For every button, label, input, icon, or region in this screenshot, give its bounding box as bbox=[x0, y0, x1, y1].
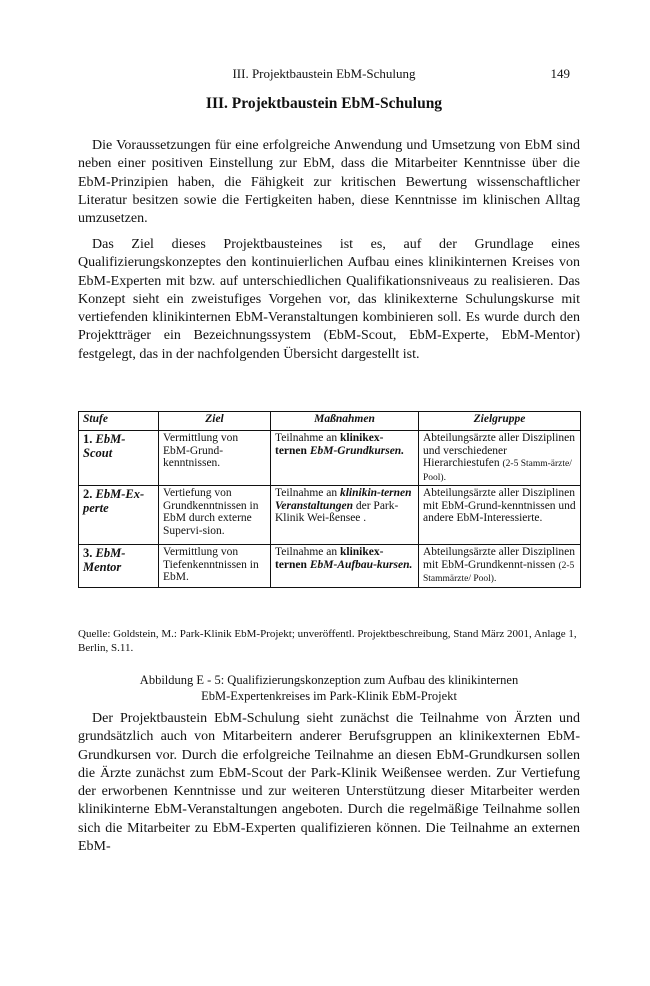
figure-caption bbox=[90, 672, 568, 704]
measure-prefix: Teilnahme an bbox=[275, 432, 340, 444]
paragraph-2: Das Ziel dieses Projektbausteines ist es, auf der Grundlage eines Qualifizierungskonzeptes den kontinuierlichen Aufbau eines klinikinternen Kreises von EbM-Experten mit bzw. auf unterschiedlichen Qualifikationsniveaus zu realisieren. Das Konzept sieht ein zweistufiges Vorgehen vor, das klinikexterne Schulungskurse mit vertiefenden klinikinternen EbM-Veranstaltungen kombinieren soll. Es wurde durch den Projektträger ein Bezeichnungssystem (EbM-Scout, EbM-Experte, EbM-Mentor) festgelegt, das in der nachfolgenden Übersicht dargestellt ist. bbox=[78, 237, 580, 362]
cell-massnahmen bbox=[271, 486, 419, 545]
cell-ziel: Vermittlung von Tiefenkenntnissen in EbM. bbox=[159, 545, 271, 588]
measure-bold: klinikex-ternen bbox=[275, 432, 384, 457]
cell-stufe bbox=[79, 545, 159, 588]
source-note: Quelle: Goldstein, M.: Park-Klinik EbM-Projekt; unveröffentl. Projektbeschreibung, Stand März 2001, Anlage 1, Berlin, S.11. bbox=[78, 628, 577, 654]
running-head-title: III. Projektbaustein EbM-Schulung bbox=[232, 66, 416, 81]
stage-number: 1. bbox=[83, 432, 93, 446]
paragraph-1: Die Voraussetzungen für eine erfolgreiche Anwendung und Umsetzung von EbM sind neben einer positiven Einstellung zur EbM, dass die Mitarbeiter Kenntnisse über die EbM-Prinzipien haben, die Fähigkeit zur kritischen Bewertung wissenschaftlicher Literatur besitzen sowie die Fertigkeiten haben, diese Kenntnisse im klinischen Alltag umzusetzen. bbox=[78, 138, 580, 227]
measure-bold: klinikex-ternen bbox=[275, 546, 384, 571]
stage-number: 3. bbox=[83, 546, 93, 560]
page-number: 149 bbox=[550, 66, 570, 81]
cell-zielgruppe bbox=[419, 431, 581, 486]
paragraph-3: Der Projektbaustein EbM-Schulung sieht zunächst die Teilnahme von Ärzten und grundsätzlich auch von Mitarbeitern anderer Berufsgruppen an klinikexternen EbM-Grundkursen vor. Durch die erfolgreiche Teilnahme an diesen EbM-Grundkursen sollen die Ärzte zunächst zum EbM-Scout der Park-Klinik Weißensee werden. Zur Vertiefung der erworbenen Kenntnisse und zur weiteren Unterstützung dieser Mitarbeiter werden klinikinterne EbM-Veranstaltungen angeboten. Durch die regelmäßige Teilnahme sollen sich die Mitarbeiter zu EbM-Experten qualifizieren können. Die Teilnahme an externen EbM- bbox=[78, 711, 580, 855]
cell-massnahmen bbox=[271, 545, 419, 588]
table-row bbox=[79, 486, 581, 545]
caption-line-1: Abbildung E - 5: Qualifizierungskonzeption zum Aufbau des klinikinternen bbox=[139, 673, 519, 687]
stage-name: EbM-Scout bbox=[83, 432, 126, 460]
section-title: III. Projektbaustein EbM-Schulung bbox=[205, 95, 443, 112]
header-massnahmen: Maßnahmen bbox=[271, 412, 419, 431]
header-stufe: Stufe bbox=[79, 412, 159, 431]
target-group-text: Abteilungsärzte aller Disziplinen und verschiedener Hierarchiestufen bbox=[423, 432, 576, 469]
header-ziel: Ziel bbox=[159, 412, 271, 431]
measure-prefix: Teilnahme an bbox=[275, 546, 340, 558]
qualification-table-wrapper bbox=[78, 411, 580, 588]
cell-zielgruppe bbox=[419, 486, 581, 545]
stage-name: EbM-Mentor bbox=[83, 546, 126, 574]
cell-zielgruppe bbox=[419, 545, 581, 588]
caption-line-2: EbM-Expertenkreises im Park-Klinik EbM-Projekt bbox=[201, 689, 457, 703]
cell-stufe bbox=[79, 486, 159, 545]
measure-suffix: der Park-Klinik Wei-ßensee . bbox=[275, 499, 399, 524]
table-row bbox=[79, 545, 581, 588]
header-zielgruppe: Zielgruppe bbox=[419, 412, 581, 431]
target-group-text: Abteilungsärzte aller Disziplinen mit EbM-Grund-kenntnissen und andere EbM-Interessierte. bbox=[423, 487, 576, 524]
stage-number: 2. bbox=[83, 487, 93, 501]
stage-name: EbM-Ex-perte bbox=[83, 487, 145, 515]
cell-massnahmen bbox=[271, 431, 419, 486]
target-group-note: (2-5 Stamm-ärzte/ Pool). bbox=[423, 459, 572, 483]
measure-emphasis: EbM-Aufbau-kursen. bbox=[309, 558, 413, 571]
cell-ziel: Vertiefung von Grundkenntnissen in EbM durch externe Supervi-sion. bbox=[159, 486, 271, 545]
measure-prefix: Teilnahme an bbox=[275, 487, 340, 499]
target-group-text: Abteilungsärzte aller Disziplinen mit EbM-Grundkennt-nissen bbox=[423, 546, 576, 571]
target-group-note: (2-5 Stammärzte/ Pool). bbox=[423, 560, 575, 584]
table-header-row bbox=[79, 412, 581, 431]
qualification-table bbox=[78, 411, 581, 588]
cell-ziel: Vermittlung von EbM-Grund-kenntnissen. bbox=[159, 431, 271, 486]
measure-emphasis: EbM-Grundkursen. bbox=[309, 444, 405, 457]
measure-emphasis: klinikin-ternen Veranstaltungen bbox=[275, 487, 412, 512]
table-row bbox=[79, 431, 581, 486]
cell-stufe bbox=[79, 431, 159, 486]
